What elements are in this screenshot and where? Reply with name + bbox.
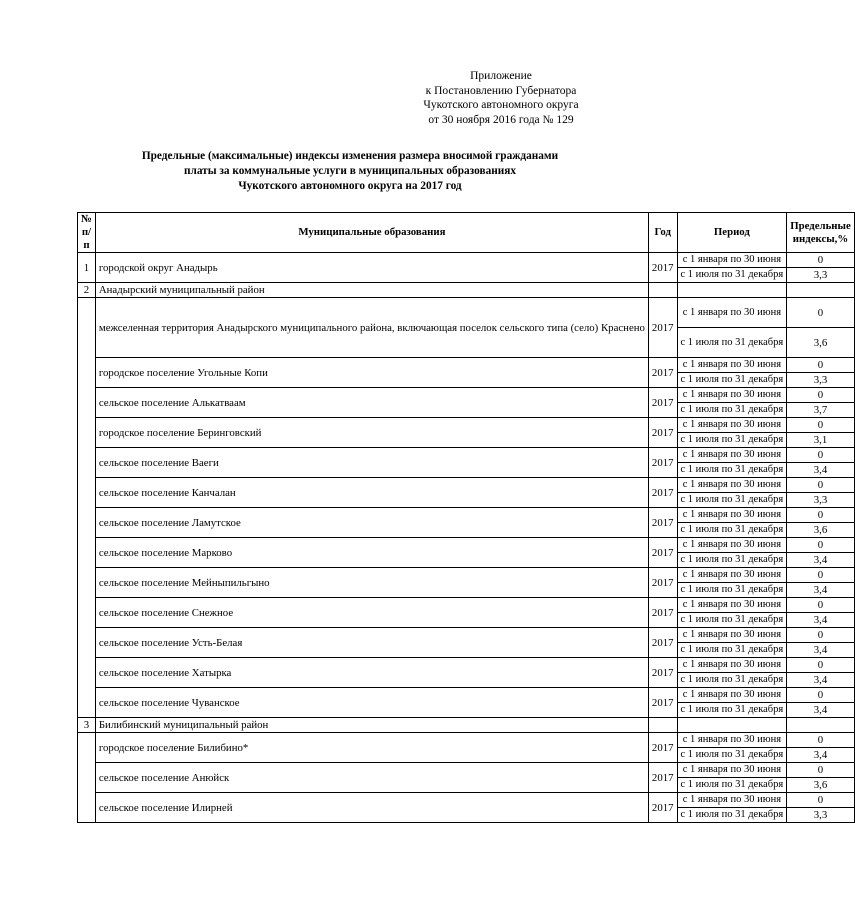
period-h2: с 1 июля по 31 декабря (677, 493, 787, 508)
row-year: 2017 (648, 658, 677, 688)
municipality-name: межселенная территория Анадырского муниципального района, включающая поселок сельского типа (село) Краснено (95, 298, 648, 358)
empty-cell (648, 283, 677, 298)
index-h1: 0 (787, 733, 855, 748)
period-h2: с 1 июля по 31 декабря (677, 748, 787, 763)
period-h1: с 1 января по 30 июня (677, 508, 787, 523)
row-year: 2017 (648, 388, 677, 418)
index-h2: 3,3 (787, 808, 855, 823)
period-h1: с 1 января по 30 июня (677, 568, 787, 583)
index-h2: 3,4 (787, 463, 855, 478)
period-h1: с 1 января по 30 июня (677, 388, 787, 403)
index-h1: 0 (787, 538, 855, 553)
row-year: 2017 (648, 298, 677, 358)
table-header-row (78, 213, 855, 253)
district-name: Билибинский муниципальный район (95, 718, 648, 733)
period-h2: с 1 июля по 31 декабря (677, 553, 787, 568)
municipality-name: городское поселение Беринговский (95, 418, 648, 448)
municipality-name: городское поселение Угольные Копи (95, 358, 648, 388)
row-num: 1 (78, 253, 96, 283)
title-line-3: Чукотского автономного округа на 2017 год (238, 180, 462, 193)
index-h2: 3,4 (787, 553, 855, 568)
row-year: 2017 (648, 733, 677, 763)
index-h2: 3,4 (787, 748, 855, 763)
period-h2: с 1 июля по 31 декабря (677, 583, 787, 598)
period-h2: с 1 июля по 31 декабря (677, 703, 787, 718)
row-name: городской округ Анадырь (95, 253, 648, 283)
index-h2: 3,3 (787, 493, 855, 508)
row-year: 2017 (648, 763, 677, 793)
index-h2: 3,1 (787, 433, 855, 448)
header-num: № п/п (78, 213, 96, 253)
table-row (78, 688, 855, 703)
municipality-name: сельское поселение Ваеги (95, 448, 648, 478)
period-h1: с 1 января по 30 июня (677, 418, 787, 433)
district-group-spacer (78, 733, 96, 823)
index-h1: 0 (787, 568, 855, 583)
municipality-name: сельское поселение Ламутское (95, 508, 648, 538)
period-h2: с 1 июля по 31 декабря (677, 613, 787, 628)
header-year: Год (648, 213, 677, 253)
table-row (78, 658, 855, 673)
municipality-name: сельское поселение Канчалан (95, 478, 648, 508)
index-h2: 3,3 (787, 373, 855, 388)
period-h1: с 1 января по 30 июня (677, 733, 787, 748)
title-line-2: платы за коммунальные услуги в муниципальных образованиях (183, 165, 516, 178)
table-row (78, 508, 855, 523)
index-h2: 3,7 (787, 403, 855, 418)
index-h2: 3,3 (787, 268, 855, 283)
period-h1: с 1 января по 30 июня (677, 598, 787, 613)
row-year: 2017 (648, 538, 677, 568)
period-h2: с 1 июля по 31 декабря (677, 673, 787, 688)
title-line-1: Предельные (максимальные) индексы изменения размера вносимой гражданами (141, 150, 559, 162)
index-h2: 3,4 (787, 643, 855, 658)
period-h2: с 1 июля по 31 декабря (677, 373, 787, 388)
index-h1: 0 (787, 448, 855, 463)
municipality-name: сельское поселение Илирней (95, 793, 648, 823)
row-year: 2017 (648, 568, 677, 598)
table-row (78, 568, 855, 583)
table-row (78, 298, 855, 328)
period-h2: с 1 июля по 31 декабря (677, 328, 787, 358)
empty-cell (787, 283, 855, 298)
index-h2: 3,4 (787, 613, 855, 628)
index-h1: 0 (787, 793, 855, 808)
municipality-name: сельское поселение Анюйск (95, 763, 648, 793)
row-year: 2017 (648, 448, 677, 478)
period-h2: с 1 июля по 31 декабря (677, 643, 787, 658)
row-year: 2017 (648, 478, 677, 508)
municipality-name: сельское поселение Хатырка (95, 658, 648, 688)
municipality-name: сельское поселение Алькатваам (95, 388, 648, 418)
table-row (78, 418, 855, 433)
index-h1: 0 (787, 358, 855, 373)
index-h1: 0 (787, 478, 855, 493)
empty-cell (648, 718, 677, 733)
district-num: 3 (78, 718, 96, 733)
header-line-decree: к Постановлению Губернатора (425, 84, 577, 97)
district-name: Анадырский муниципальный район (95, 283, 648, 298)
index-h1: 0 (787, 253, 855, 268)
municipality-name: сельское поселение Мейныпильгыно (95, 568, 648, 598)
period-h2: с 1 июля по 31 декабря (677, 433, 787, 448)
row-year: 2017 (648, 598, 677, 628)
empty-cell (677, 283, 787, 298)
period-h2: с 1 июля по 31 декабря (677, 808, 787, 823)
row-year: 2017 (648, 793, 677, 823)
table-row (78, 358, 855, 373)
table-row (78, 793, 855, 808)
row-year: 2017 (648, 508, 677, 538)
index-h1: 0 (787, 628, 855, 643)
table-row (78, 538, 855, 553)
indices-table (77, 212, 855, 823)
table-row (78, 628, 855, 643)
empty-cell (787, 718, 855, 733)
index-h1: 0 (787, 298, 855, 328)
header-line-region: Чукотского автономного округа (423, 99, 579, 112)
period-h2: с 1 июля по 31 декабря (677, 523, 787, 538)
period-h1: с 1 января по 30 июня (677, 658, 787, 673)
index-h1: 0 (787, 508, 855, 523)
index-h1: 0 (787, 598, 855, 613)
empty-cell (677, 718, 787, 733)
table-row (78, 448, 855, 463)
municipality-name: городское поселение Билибино* (95, 733, 648, 763)
period-h2: с 1 июля по 31 декабря (677, 403, 787, 418)
table-row (78, 733, 855, 748)
table-body (78, 253, 855, 823)
header-name: Муниципальные образования (95, 213, 648, 253)
index-h1: 0 (787, 388, 855, 403)
district-row (78, 718, 855, 733)
municipality-name: сельское поселение Усть-Белая (95, 628, 648, 658)
period-h2: с 1 июля по 31 декабря (677, 778, 787, 793)
period-h1: с 1 января по 30 июня (677, 538, 787, 553)
index-h2: 3,4 (787, 703, 855, 718)
header-period: Период (677, 213, 787, 253)
district-num: 2 (78, 283, 96, 298)
period-h1: с 1 января по 30 июня (677, 358, 787, 373)
index-h2: 3,6 (787, 328, 855, 358)
period-h1: с 1 января по 30 июня (677, 448, 787, 463)
municipality-name: сельское поселение Снежное (95, 598, 648, 628)
table-row (78, 478, 855, 493)
index-h1: 0 (787, 763, 855, 778)
row-year: 2017 (648, 253, 677, 283)
period-h1: с 1 января по 30 июня (677, 628, 787, 643)
document-title (70, 149, 630, 195)
index-h2: 3,4 (787, 673, 855, 688)
index-h2: 3,6 (787, 523, 855, 538)
table-row (78, 388, 855, 403)
row-year: 2017 (648, 358, 677, 388)
header-line-appendix: Приложение (470, 70, 532, 82)
header-index: Предельные индексы,% (787, 213, 855, 253)
index-h1: 0 (787, 658, 855, 673)
period-h1: с 1 января по 30 июня (677, 478, 787, 493)
district-row (78, 283, 855, 298)
district-group-spacer (78, 298, 96, 718)
index-h1: 0 (787, 418, 855, 433)
municipality-name: сельское поселение Марково (95, 538, 648, 568)
row-year: 2017 (648, 688, 677, 718)
header-line-date: от 30 ноября 2016 года № 129 (428, 113, 574, 126)
period-h2: с 1 июля по 31 декабря (677, 463, 787, 478)
period-h1: с 1 января по 30 июня (677, 298, 787, 328)
period-h1: с 1 января по 30 июня (677, 763, 787, 778)
index-h2: 3,4 (787, 583, 855, 598)
table-row (78, 253, 855, 268)
index-h2: 3,6 (787, 778, 855, 793)
period-h2: с 1 июля по 31 декабря (677, 268, 787, 283)
table-row (78, 598, 855, 613)
municipality-name: сельское поселение Чуванское (95, 688, 648, 718)
row-year: 2017 (648, 628, 677, 658)
period-h1: с 1 января по 30 июня (677, 253, 787, 268)
row-year: 2017 (648, 418, 677, 448)
table-row (78, 763, 855, 778)
index-h1: 0 (787, 688, 855, 703)
period-h1: с 1 января по 30 июня (677, 688, 787, 703)
document-header (406, 69, 596, 127)
period-h1: с 1 января по 30 июня (677, 793, 787, 808)
